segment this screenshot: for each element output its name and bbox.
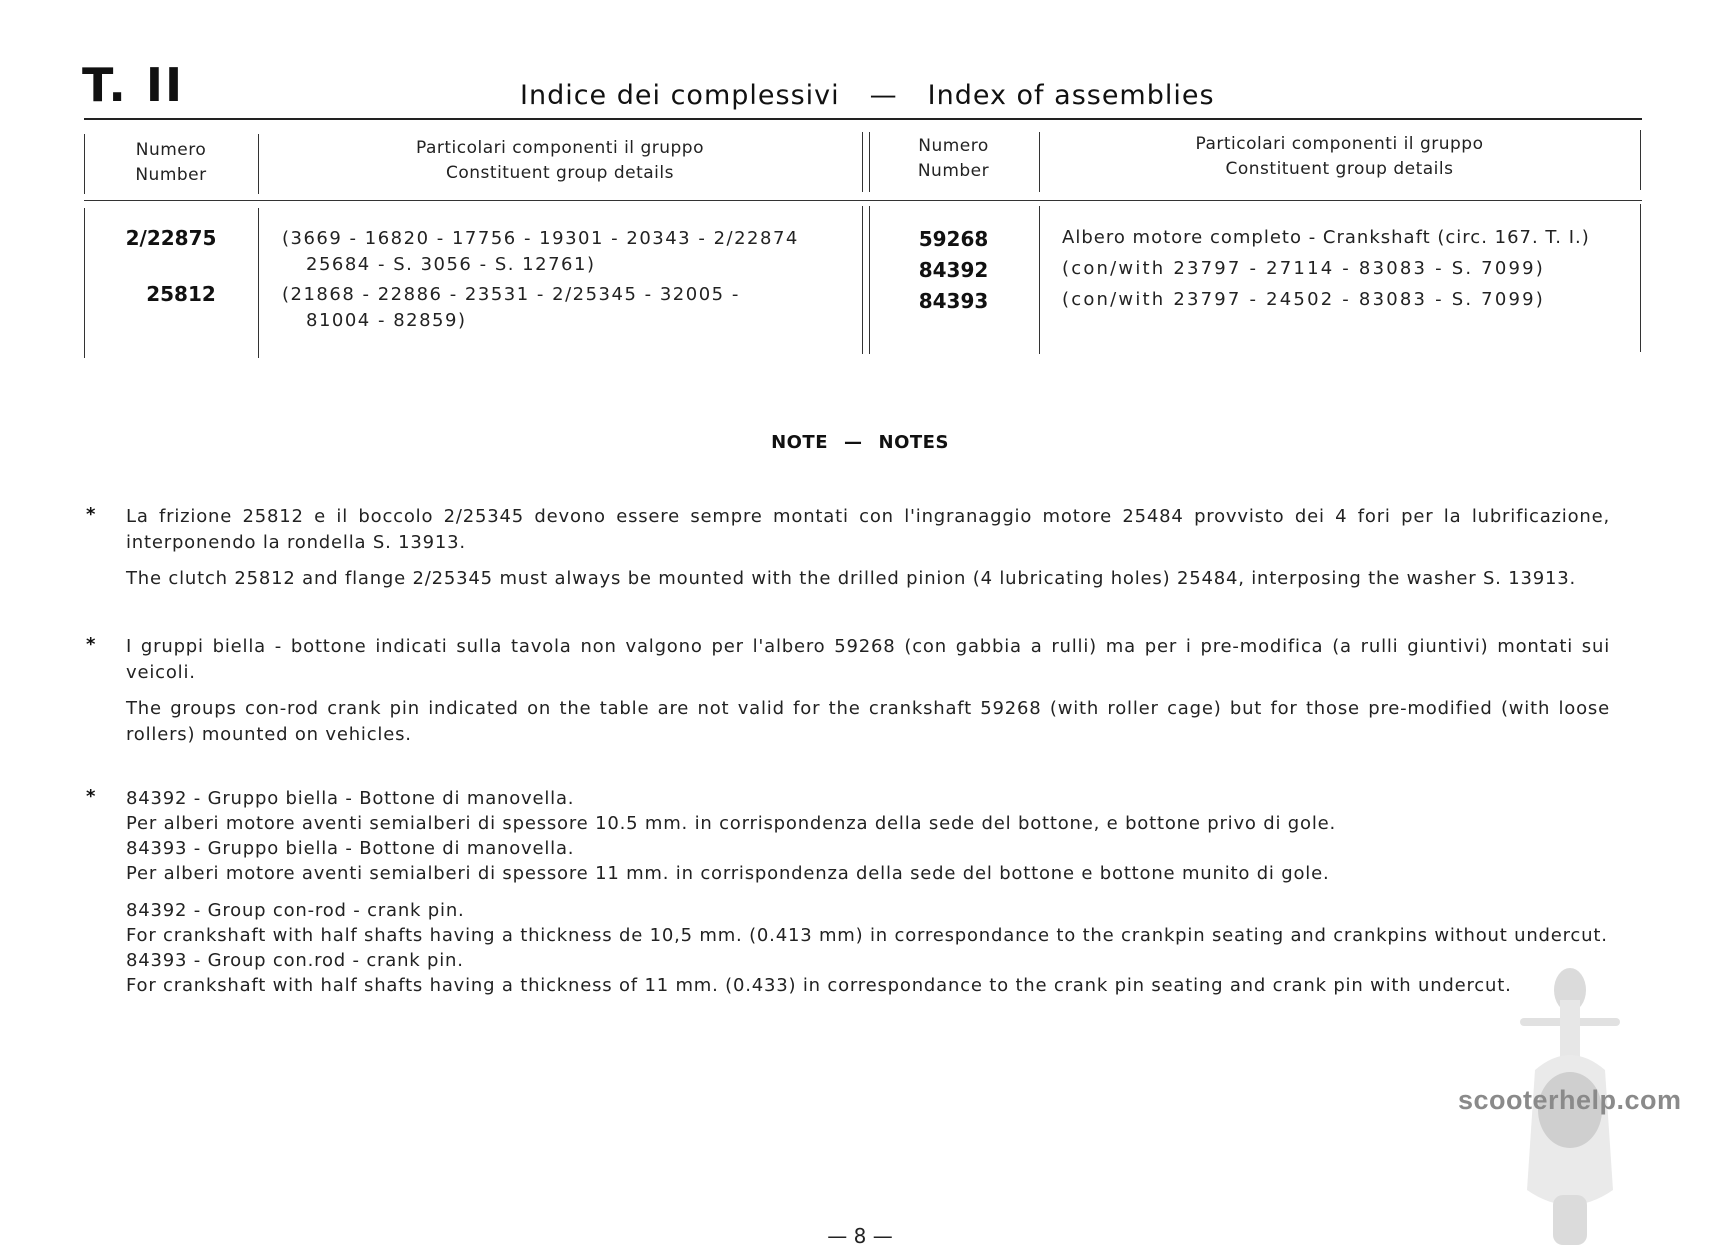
note-paragraph-english: The groups con-rod crank pin indicated on the table are not valid for the crankshaft 59268 (with roller cage) but for those pre-modified (with loose rollers) mounted on vehicles. <box>126 698 1610 745</box>
assemblies-table <box>84 128 1642 368</box>
note-paragraph-english: The clutch 25812 and flange 2/25345 must always be mounted with the drilled pinion (4 lubricating holes) 25484, interposing the washer S. 13913. <box>126 568 1577 589</box>
note-item <box>86 634 1610 744</box>
title-english: Index of assemblies <box>927 80 1215 111</box>
note-paragraph-italian: I gruppi biella - bottone indicati sulla tavola non valgono per l'albero 59268 (con gabbia a rulli) ma per i pre-modifica (a rulli giuntivi) montati sui veicoli. <box>126 636 1610 683</box>
column-header-details: Particolari componenti il gruppo Constituent group details <box>416 138 704 183</box>
note-item <box>86 786 1610 1026</box>
title-separator: — <box>869 80 898 111</box>
watermark-text: scooterhelp.com <box>1458 1085 1682 1115</box>
assembly-details: Albero motore completo - Crankshaft (circ. 167. T. I.) (con/with 23797 - 27114 - 83083 - S. 7099) (con/with 23797 - 24502 - 83083 - S. 7099) <box>1062 227 1590 310</box>
header-rule <box>84 118 1642 120</box>
page-number: — 8 — <box>827 1224 893 1248</box>
title-italian: Indice dei complessivi <box>520 80 840 111</box>
assembly-number: 2/22875 <box>125 226 217 250</box>
note-bullet: * <box>86 634 96 655</box>
table-border-right <box>1640 204 1641 352</box>
table-border-right <box>1640 130 1641 190</box>
note-bullet: * <box>86 786 96 807</box>
assembly-details: (21868 - 22886 - 23531 - 2/25345 - 32005 - 81004 - 82859) <box>282 284 740 331</box>
notes-heading: NOTE — NOTES <box>771 432 949 453</box>
assembly-number: 59268 84392 84393 <box>918 227 989 313</box>
column-header-number: Numero Number <box>135 140 207 185</box>
note-item <box>86 504 1610 594</box>
assembly-number: 25812 <box>146 282 216 306</box>
note-paragraph-italian: La frizione 25812 e il boccolo 2/25345 devono essere sempre montati con l'ingranaggio motore 25484 provvisto dei 4 fori per la lubrificazione, interponendo la rondella S. 13913. <box>126 506 1610 553</box>
header-bottom-rule <box>84 200 1642 201</box>
column-header-details: Particolari componenti il gruppo Constituent group details <box>1195 134 1484 179</box>
table-divider <box>1039 206 1040 354</box>
column-header-number: Numero Number <box>917 136 990 181</box>
note-text <box>126 504 1610 602</box>
note-bullet: * <box>86 504 96 525</box>
table-label: T. II <box>82 58 185 112</box>
note-lines-italian: 84392 - Gruppo biella - Bottone di manovella. Per alberi motore aventi semialberi di spessore 10.5 mm. in corrispondenza della sede del bottone, e bottone privo di gole. 84393 - Gruppo biella - Bottone di manovella. Per alberi motore aventi semialberi di spessore 11 mm. in corrispondenza della sede del bottone e bottone munito di gole. <box>126 788 1337 884</box>
note-lines-english: 84392 - Group con-rod - crank pin. For crankshaft with half shafts having a thickness de 10,5 mm. (0.413 mm) in correspondance to the crankpin seating and crankpins without undercut. 84393 - Group con.rod - crank pin. For crankshaft with half shafts having a thickness of 11 mm. (0.433) in correspondance to the crank pin seating and crank pin with undercut. <box>126 900 1608 996</box>
note-text <box>126 786 1610 1008</box>
note-text <box>126 634 1610 758</box>
page-title <box>520 80 1215 111</box>
assembly-details: (3669 - 16820 - 17756 - 19301 - 20343 - 2/22874 25684 - S. 3056 - S. 12761) <box>282 228 799 275</box>
